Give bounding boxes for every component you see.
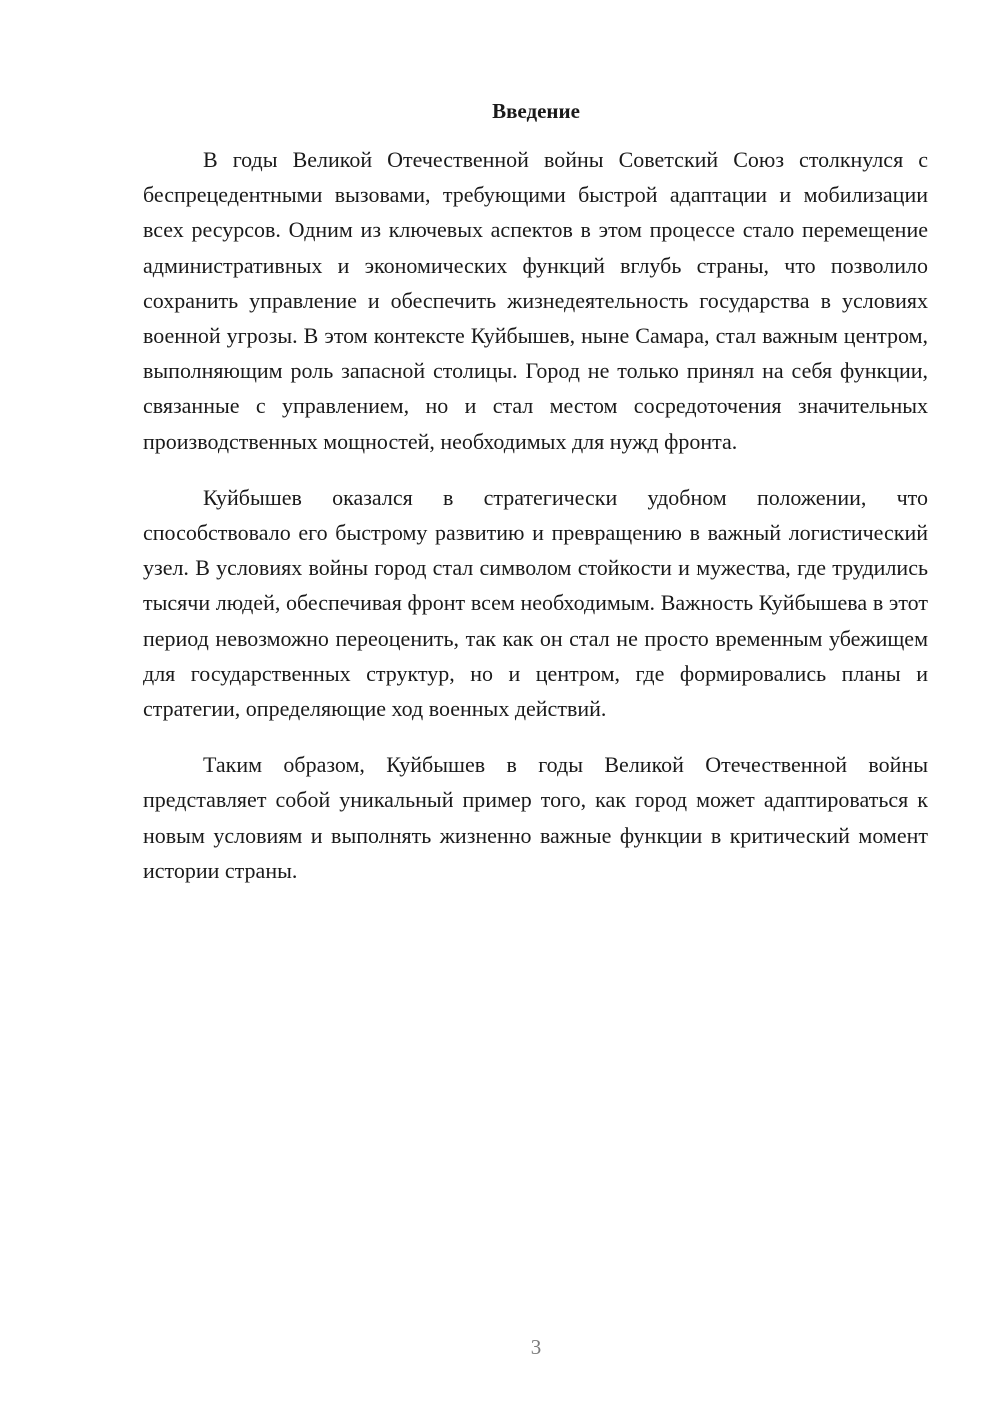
paragraph-2: Куйбышев оказался в стратегически удобном положении, что способствовало его быстрому развитию и превращению в важный логистический узел. В условиях войны город стал символом стойкости и мужества, где трудились тысячи людей, обеспечивая фронт всем необходимым. Важность Куйбышева в этот период невозможно переоценить, так как он стал не просто временным убежищем для государственных структур, но и центром, где формировались планы и стратегии, определяющие ход военных действий. — [143, 484, 928, 722]
section-title: Введение — [492, 99, 580, 123]
body-text — [143, 142, 928, 888]
paragraph-1: В годы Великой Отечественной войны Советский Союз столкнулся с беспрецедентными вызовами, требующими быстрой адаптации и мобилизации всех ресурсов. Одним из ключевых аспектов в этом процессе стало перемещение административных и экономических функций вглубь страны, что позволило сохранить управление и обеспечить жизнедеятельность государства в условиях военной угрозы. В этом контексте Куйбышев, ныне Самара, стал важным центром, выполняющим роль запасной столицы. Город не только принял на себя функции, связанные с управлением, но и стал местом сосредоточения значительных производственных мощностей, необходимых для нужд фронта. — [143, 147, 928, 454]
paragraph-3: Таким образом, Куйбышев в годы Великой Отечественной войны представляет собой уникальный пример того, как город может адаптироваться к новым условиям и выполнять жизненно важные функции в критический момент истории страны. — [143, 752, 928, 883]
page-number: 3 — [530, 1335, 542, 1359]
